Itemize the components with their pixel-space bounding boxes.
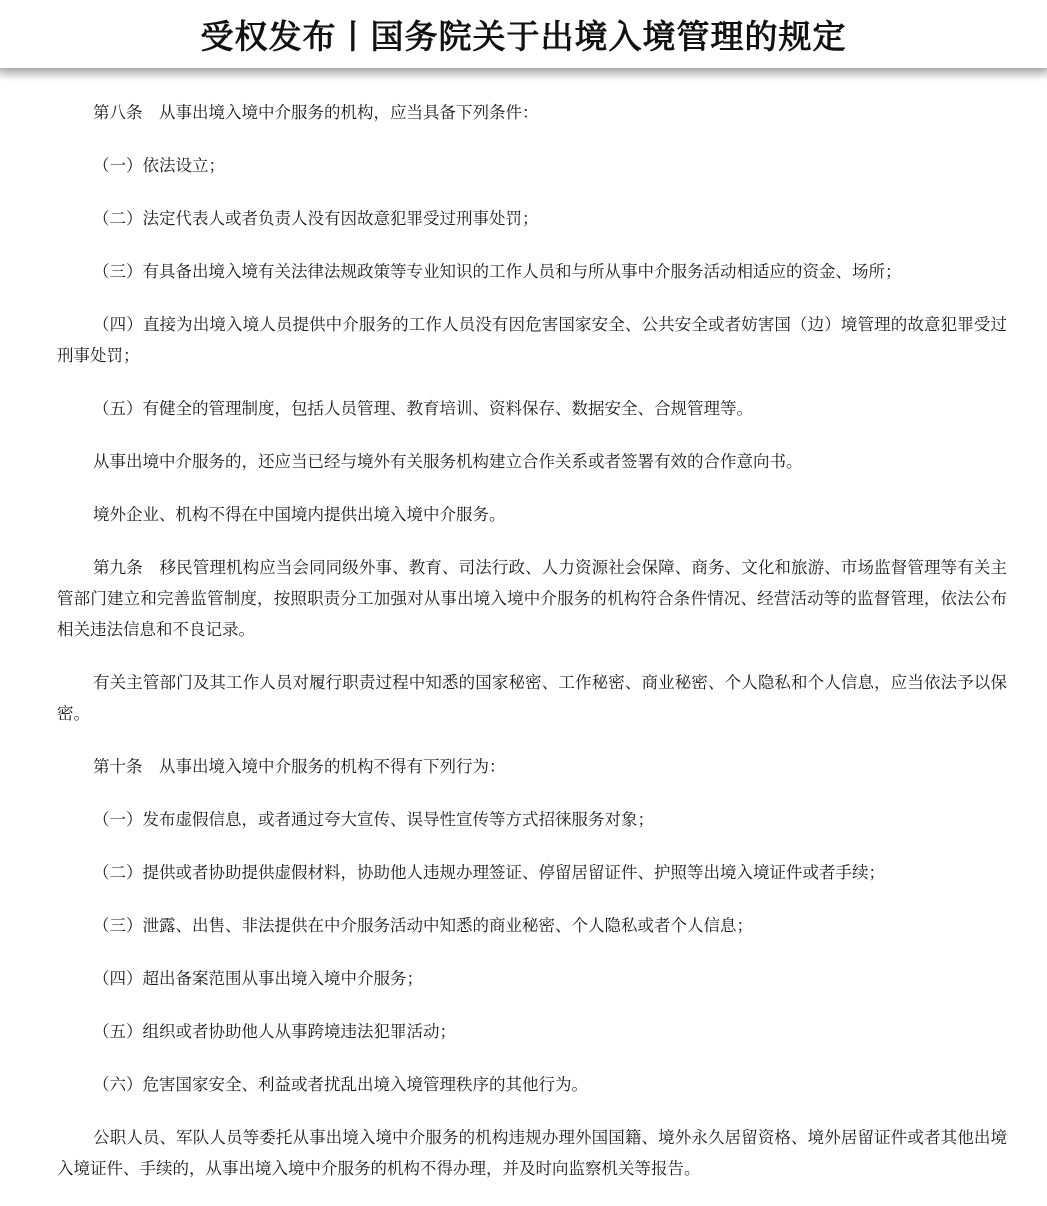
article-8-heading: 第八条 从事出境入境中介服务的机构，应当具备下列条件： <box>93 103 539 122</box>
header-bar <box>0 0 1047 68</box>
article-10-item-4: （四）超出备案范围从事出境入境中介服务； <box>93 969 423 988</box>
article-8-item-3: （三）有具备出境入境有关法律法规政策等专业知识的工作人员和与所从事中介服务活动相适应的资金、场所； <box>93 262 902 281</box>
article-10-item-2: （二）提供或者协助提供虚假材料，协助他人违规办理签证、停留居留证件、护照等出境入境证件或者手续； <box>93 863 885 882</box>
article-9-paragraph-1: 第九条 移民管理机构应当会同同级外事、教育、司法行政、人力资源社会保障、商务、文化和旅游、市场监督管理等有关主管部门建立和完善监管制度，按照职责分工加强对从事出境入境中介服务的机构符合条件情况、经营活动等的监督管理，依法公布相关违法信息和不良记录。 <box>57 558 1007 639</box>
article-8-item-1: （一）依法设立； <box>93 156 225 175</box>
article-8-paragraph-3: 境外企业、机构不得在中国境内提供出境入境中介服务。 <box>93 505 506 524</box>
article-10-heading: 第十条 从事出境入境中介服务的机构不得有下列行为： <box>93 757 506 776</box>
article-8-item-4: （四）直接为出境入境人员提供中介服务的工作人员没有因危害国家安全、公共安全或者妨害国（边）境管理的故意犯罪受过刑事处罚； <box>57 315 1007 365</box>
document-body <box>57 97 1007 1206</box>
article-8-item-2: （二）法定代表人或者负责人没有因故意犯罪受过刑事处罚； <box>93 209 539 228</box>
article-10-item-5: （五）组织或者协助他人从事跨境违法犯罪活动； <box>93 1022 456 1041</box>
article-8-paragraph-2: 从事出境中介服务的，还应当已经与境外有关服务机构建立合作关系或者签署有效的合作意向书。 <box>93 452 803 471</box>
article-10-item-6: （六）危害国家安全、利益或者扰乱出境入境管理秩序的其他行为。 <box>93 1075 588 1094</box>
article-9-paragraph-2: 有关主管部门及其工作人员对履行职责过程中知悉的国家秘密、工作秘密、商业秘密、个人隐私和个人信息，应当依法予以保密。 <box>57 673 1007 723</box>
article-8-item-5: （五）有健全的管理制度，包括人员管理、教育培训、资料保存、数据安全、合规管理等。 <box>93 399 753 418</box>
article-10-item-1: （一）发布虚假信息，或者通过夸大宣传、误导性宣传等方式招徕服务对象； <box>93 810 654 829</box>
article-10-paragraph-2: 公职人员、军队人员等委托从事出境入境中介服务的机构违规办理外国国籍、境外永久居留资格、境外居留证件或者其他出境入境证件、手续的，从事出境入境中介服务的机构不得办理，并及时向监察机关等报告。 <box>57 1128 1007 1178</box>
article-10-item-3: （三）泄露、出售、非法提供在中介服务活动中知悉的商业秘密、个人隐私或者个人信息； <box>93 916 753 935</box>
page-title: 受权发布丨国务院关于出境入境管理的规定 <box>200 16 847 56</box>
header-shadow <box>0 68 1047 80</box>
